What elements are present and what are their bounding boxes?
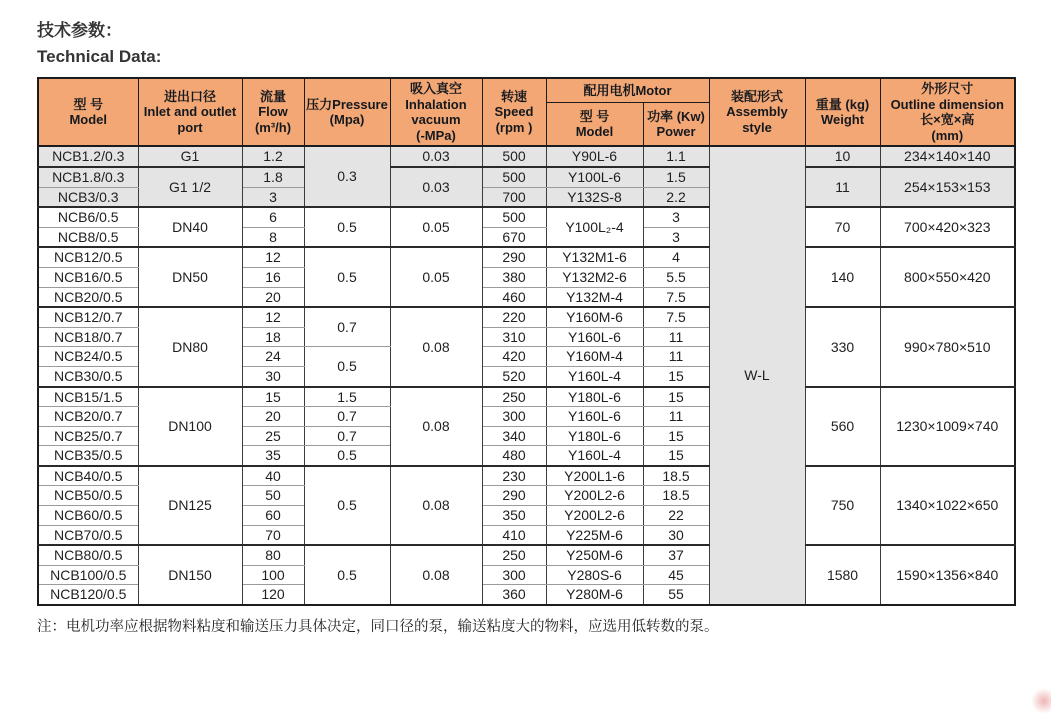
col-header-speed: 转速 Speed (rpm ) (482, 78, 546, 146)
cell-weight: 560 (805, 387, 880, 466)
cell-motor: Y100L-6 (546, 167, 643, 187)
cell-pressure: 1.5 (304, 387, 390, 407)
cell-inlet: DN100 (138, 387, 242, 466)
cell-flow: 120 (242, 585, 304, 605)
cell-model: NCB20/0.5 (38, 287, 138, 307)
cell-flow: 20 (242, 287, 304, 307)
cell-power: 1.5 (643, 167, 709, 187)
cell-model: NCB24/0.5 (38, 347, 138, 367)
watermark-fragment (1031, 688, 1051, 714)
table-row (38, 146, 1015, 167)
cell-weight: 70 (805, 207, 880, 247)
cell-pressure: 0.5 (304, 347, 390, 387)
cell-vacuum: 0.08 (390, 387, 482, 466)
cell-flow: 80 (242, 545, 304, 565)
table-row (38, 167, 1015, 187)
cell-speed: 520 (482, 366, 546, 386)
cell-weight: 10 (805, 146, 880, 167)
cell-power: 3 (643, 207, 709, 227)
cell-power: 3 (643, 227, 709, 247)
cell-flow: 3 (242, 187, 304, 207)
cell-model: NCB3/0.3 (38, 187, 138, 207)
cell-speed: 250 (482, 545, 546, 565)
table-row (38, 207, 1015, 227)
cell-pressure: 0.3 (304, 146, 390, 207)
cell-flow: 12 (242, 247, 304, 267)
cell-speed: 250 (482, 387, 546, 407)
cell-flow: 24 (242, 347, 304, 367)
cell-power: 7.5 (643, 307, 709, 327)
cell-inlet: DN125 (138, 466, 242, 545)
cell-power: 15 (643, 366, 709, 386)
cell-model: NCB30/0.5 (38, 366, 138, 386)
table-row (38, 307, 1015, 327)
cell-outline: 700×420×323 (880, 207, 1015, 247)
cell-vacuum: 0.05 (390, 207, 482, 247)
cell-speed: 310 (482, 327, 546, 347)
cell-motor: Y160M-4 (546, 347, 643, 367)
cell-speed: 350 (482, 506, 546, 526)
cell-model: NCB60/0.5 (38, 506, 138, 526)
cell-power: 15 (643, 426, 709, 446)
table-body (38, 146, 1015, 605)
cell-outline: 254×153×153 (880, 167, 1015, 207)
cell-speed: 360 (482, 585, 546, 605)
cell-pressure: 0.5 (304, 446, 390, 466)
cell-flow: 60 (242, 506, 304, 526)
cell-outline: 1230×1009×740 (880, 387, 1015, 466)
cell-pressure: 0.7 (304, 407, 390, 427)
cell-motor: Y160M-6 (546, 307, 643, 327)
cell-speed: 230 (482, 466, 546, 486)
cell-flow: 20 (242, 407, 304, 427)
cell-flow: 70 (242, 525, 304, 545)
cell-power: 15 (643, 446, 709, 466)
cell-flow: 16 (242, 267, 304, 287)
col-header-flow: 流量 Flow (m³/h) (242, 78, 304, 146)
cell-model: NCB8/0.5 (38, 227, 138, 247)
cell-speed: 500 (482, 167, 546, 187)
cell-flow: 50 (242, 486, 304, 506)
cell-inlet: DN80 (138, 307, 242, 386)
cell-power: 37 (643, 545, 709, 565)
cell-assembly: W-L (709, 146, 805, 605)
cell-inlet: G1 (138, 146, 242, 167)
page-title-en: Technical Data: (37, 46, 162, 66)
cell-flow: 100 (242, 565, 304, 585)
cell-motor: Y132M1-6 (546, 247, 643, 267)
cell-motor: Y160L-4 (546, 446, 643, 466)
table-header (38, 78, 1015, 146)
cell-motor: Y280S-6 (546, 565, 643, 585)
cell-model: NCB80/0.5 (38, 545, 138, 565)
cell-inlet: DN150 (138, 545, 242, 605)
cell-vacuum: 0.08 (390, 545, 482, 605)
cell-outline: 1340×1022×650 (880, 466, 1015, 545)
cell-vacuum: 0.03 (390, 146, 482, 167)
cell-model: NCB12/0.7 (38, 307, 138, 327)
cell-speed: 340 (482, 426, 546, 446)
cell-power: 11 (643, 327, 709, 347)
col-header-motor-power: 功率 (Kw) Power (643, 103, 709, 146)
cell-speed: 460 (482, 287, 546, 307)
cell-inlet: DN50 (138, 247, 242, 307)
cell-motor: Y160L-6 (546, 407, 643, 427)
cell-flow: 40 (242, 466, 304, 486)
col-header-model: 型 号 Model (38, 78, 138, 146)
col-header-assembly: 装配形式 Assembly style (709, 78, 805, 146)
cell-power: 11 (643, 407, 709, 427)
cell-motor: Y180L-6 (546, 387, 643, 407)
col-header-motor-group: 配用电机Motor (546, 78, 709, 103)
cell-pressure: 0.5 (304, 247, 390, 307)
cell-model: NCB18/0.7 (38, 327, 138, 347)
cell-outline: 234×140×140 (880, 146, 1015, 167)
cell-flow: 35 (242, 446, 304, 466)
cell-speed: 500 (482, 146, 546, 167)
cell-power: 22 (643, 506, 709, 526)
col-header-inlet-outlet: 进出口径 Inlet and outlet port (138, 78, 242, 146)
cell-model: NCB50/0.5 (38, 486, 138, 506)
cell-model: NCB15/1.5 (38, 387, 138, 407)
cell-flow: 1.8 (242, 167, 304, 187)
cell-model: NCB35/0.5 (38, 446, 138, 466)
cell-model: NCB40/0.5 (38, 466, 138, 486)
cell-motor: Y160L-4 (546, 366, 643, 386)
cell-power: 30 (643, 525, 709, 545)
technical-data-table (37, 77, 1016, 606)
cell-speed: 300 (482, 565, 546, 585)
cell-pressure: 0.5 (304, 207, 390, 247)
cell-motor: Y180L-6 (546, 426, 643, 446)
cell-vacuum: 0.03 (390, 167, 482, 207)
table-row (38, 545, 1015, 565)
cell-model: NCB16/0.5 (38, 267, 138, 287)
cell-weight: 750 (805, 466, 880, 545)
col-header-weight: 重量 (kg) Weight (805, 78, 880, 146)
cell-flow: 25 (242, 426, 304, 446)
cell-power: 7.5 (643, 287, 709, 307)
col-header-pressure: 压力Pressure (Mpa) (304, 78, 390, 146)
cell-motor: Y280M-6 (546, 585, 643, 605)
cell-model: NCB6/0.5 (38, 207, 138, 227)
cell-speed: 670 (482, 227, 546, 247)
cell-motor: Y132S-8 (546, 187, 643, 207)
cell-weight: 330 (805, 307, 880, 386)
cell-flow: 15 (242, 387, 304, 407)
cell-model: NCB12/0.5 (38, 247, 138, 267)
col-header-outline: 外形尺寸 Outline dimension 长×宽×高 (mm) (880, 78, 1015, 146)
cell-flow: 6 (242, 207, 304, 227)
cell-power: 2.2 (643, 187, 709, 207)
cell-motor: Y132M-4 (546, 287, 643, 307)
cell-power: 45 (643, 565, 709, 585)
cell-motor: Y250M-6 (546, 545, 643, 565)
cell-power: 15 (643, 387, 709, 407)
cell-flow: 1.2 (242, 146, 304, 167)
cell-power: 18.5 (643, 486, 709, 506)
page-title-zh: 技术参数： (37, 21, 122, 40)
cell-outline: 990×780×510 (880, 307, 1015, 386)
cell-motor: Y225M-6 (546, 525, 643, 545)
cell-model: NCB100/0.5 (38, 565, 138, 585)
cell-pressure: 0.5 (304, 545, 390, 605)
cell-vacuum: 0.05 (390, 247, 482, 307)
cell-speed: 420 (482, 347, 546, 367)
cell-vacuum: 0.08 (390, 466, 482, 545)
cell-flow: 12 (242, 307, 304, 327)
cell-model: NCB70/0.5 (38, 525, 138, 545)
cell-weight: 1580 (805, 545, 880, 605)
col-header-vacuum: 吸入真空 Inhalation vacuum (-MPa) (390, 78, 482, 146)
cell-speed: 480 (482, 446, 546, 466)
cell-speed: 290 (482, 486, 546, 506)
footnote: 注：电机功率应根据物料粘度和输送压力具体决定，同口径的泵，输送粘度大的物料，应选用低转数的泵。 (37, 619, 719, 636)
table-row (38, 387, 1015, 407)
cell-speed: 700 (482, 187, 546, 207)
cell-motor: Y200L1-6 (546, 466, 643, 486)
cell-power: 5.5 (643, 267, 709, 287)
col-header-motor-model: 型 号 Model (546, 103, 643, 146)
cell-weight: 140 (805, 247, 880, 307)
cell-power: 11 (643, 347, 709, 367)
cell-motor: Y100L₂-4 (546, 207, 643, 247)
cell-speed: 300 (482, 407, 546, 427)
cell-power: 18.5 (643, 466, 709, 486)
cell-model: NCB120/0.5 (38, 585, 138, 605)
cell-motor: Y160L-6 (546, 327, 643, 347)
cell-model: NCB20/0.7 (38, 407, 138, 427)
cell-motor: Y200L2-6 (546, 486, 643, 506)
cell-power: 55 (643, 585, 709, 605)
cell-speed: 220 (482, 307, 546, 327)
cell-speed: 290 (482, 247, 546, 267)
cell-speed: 410 (482, 525, 546, 545)
cell-speed: 380 (482, 267, 546, 287)
table-row (38, 466, 1015, 486)
cell-outline: 1590×1356×840 (880, 545, 1015, 605)
cell-speed: 500 (482, 207, 546, 227)
cell-power: 4 (643, 247, 709, 267)
cell-inlet: G1 1/2 (138, 167, 242, 207)
cell-motor: Y200L2-6 (546, 506, 643, 526)
cell-model: NCB1.8/0.3 (38, 167, 138, 187)
cell-pressure: 0.5 (304, 466, 390, 545)
cell-motor: Y90L-6 (546, 146, 643, 167)
cell-flow: 8 (242, 227, 304, 247)
cell-pressure: 0.7 (304, 426, 390, 446)
cell-flow: 30 (242, 366, 304, 386)
cell-pressure: 0.7 (304, 307, 390, 347)
cell-weight: 11 (805, 167, 880, 207)
cell-model: NCB25/0.7 (38, 426, 138, 446)
cell-outline: 800×550×420 (880, 247, 1015, 307)
cell-power: 1.1 (643, 146, 709, 167)
cell-motor: Y132M2-6 (546, 267, 643, 287)
cell-vacuum: 0.08 (390, 307, 482, 386)
cell-inlet: DN40 (138, 207, 242, 247)
table-row (38, 247, 1015, 267)
cell-flow: 18 (242, 327, 304, 347)
cell-model: NCB1.2/0.3 (38, 146, 138, 167)
